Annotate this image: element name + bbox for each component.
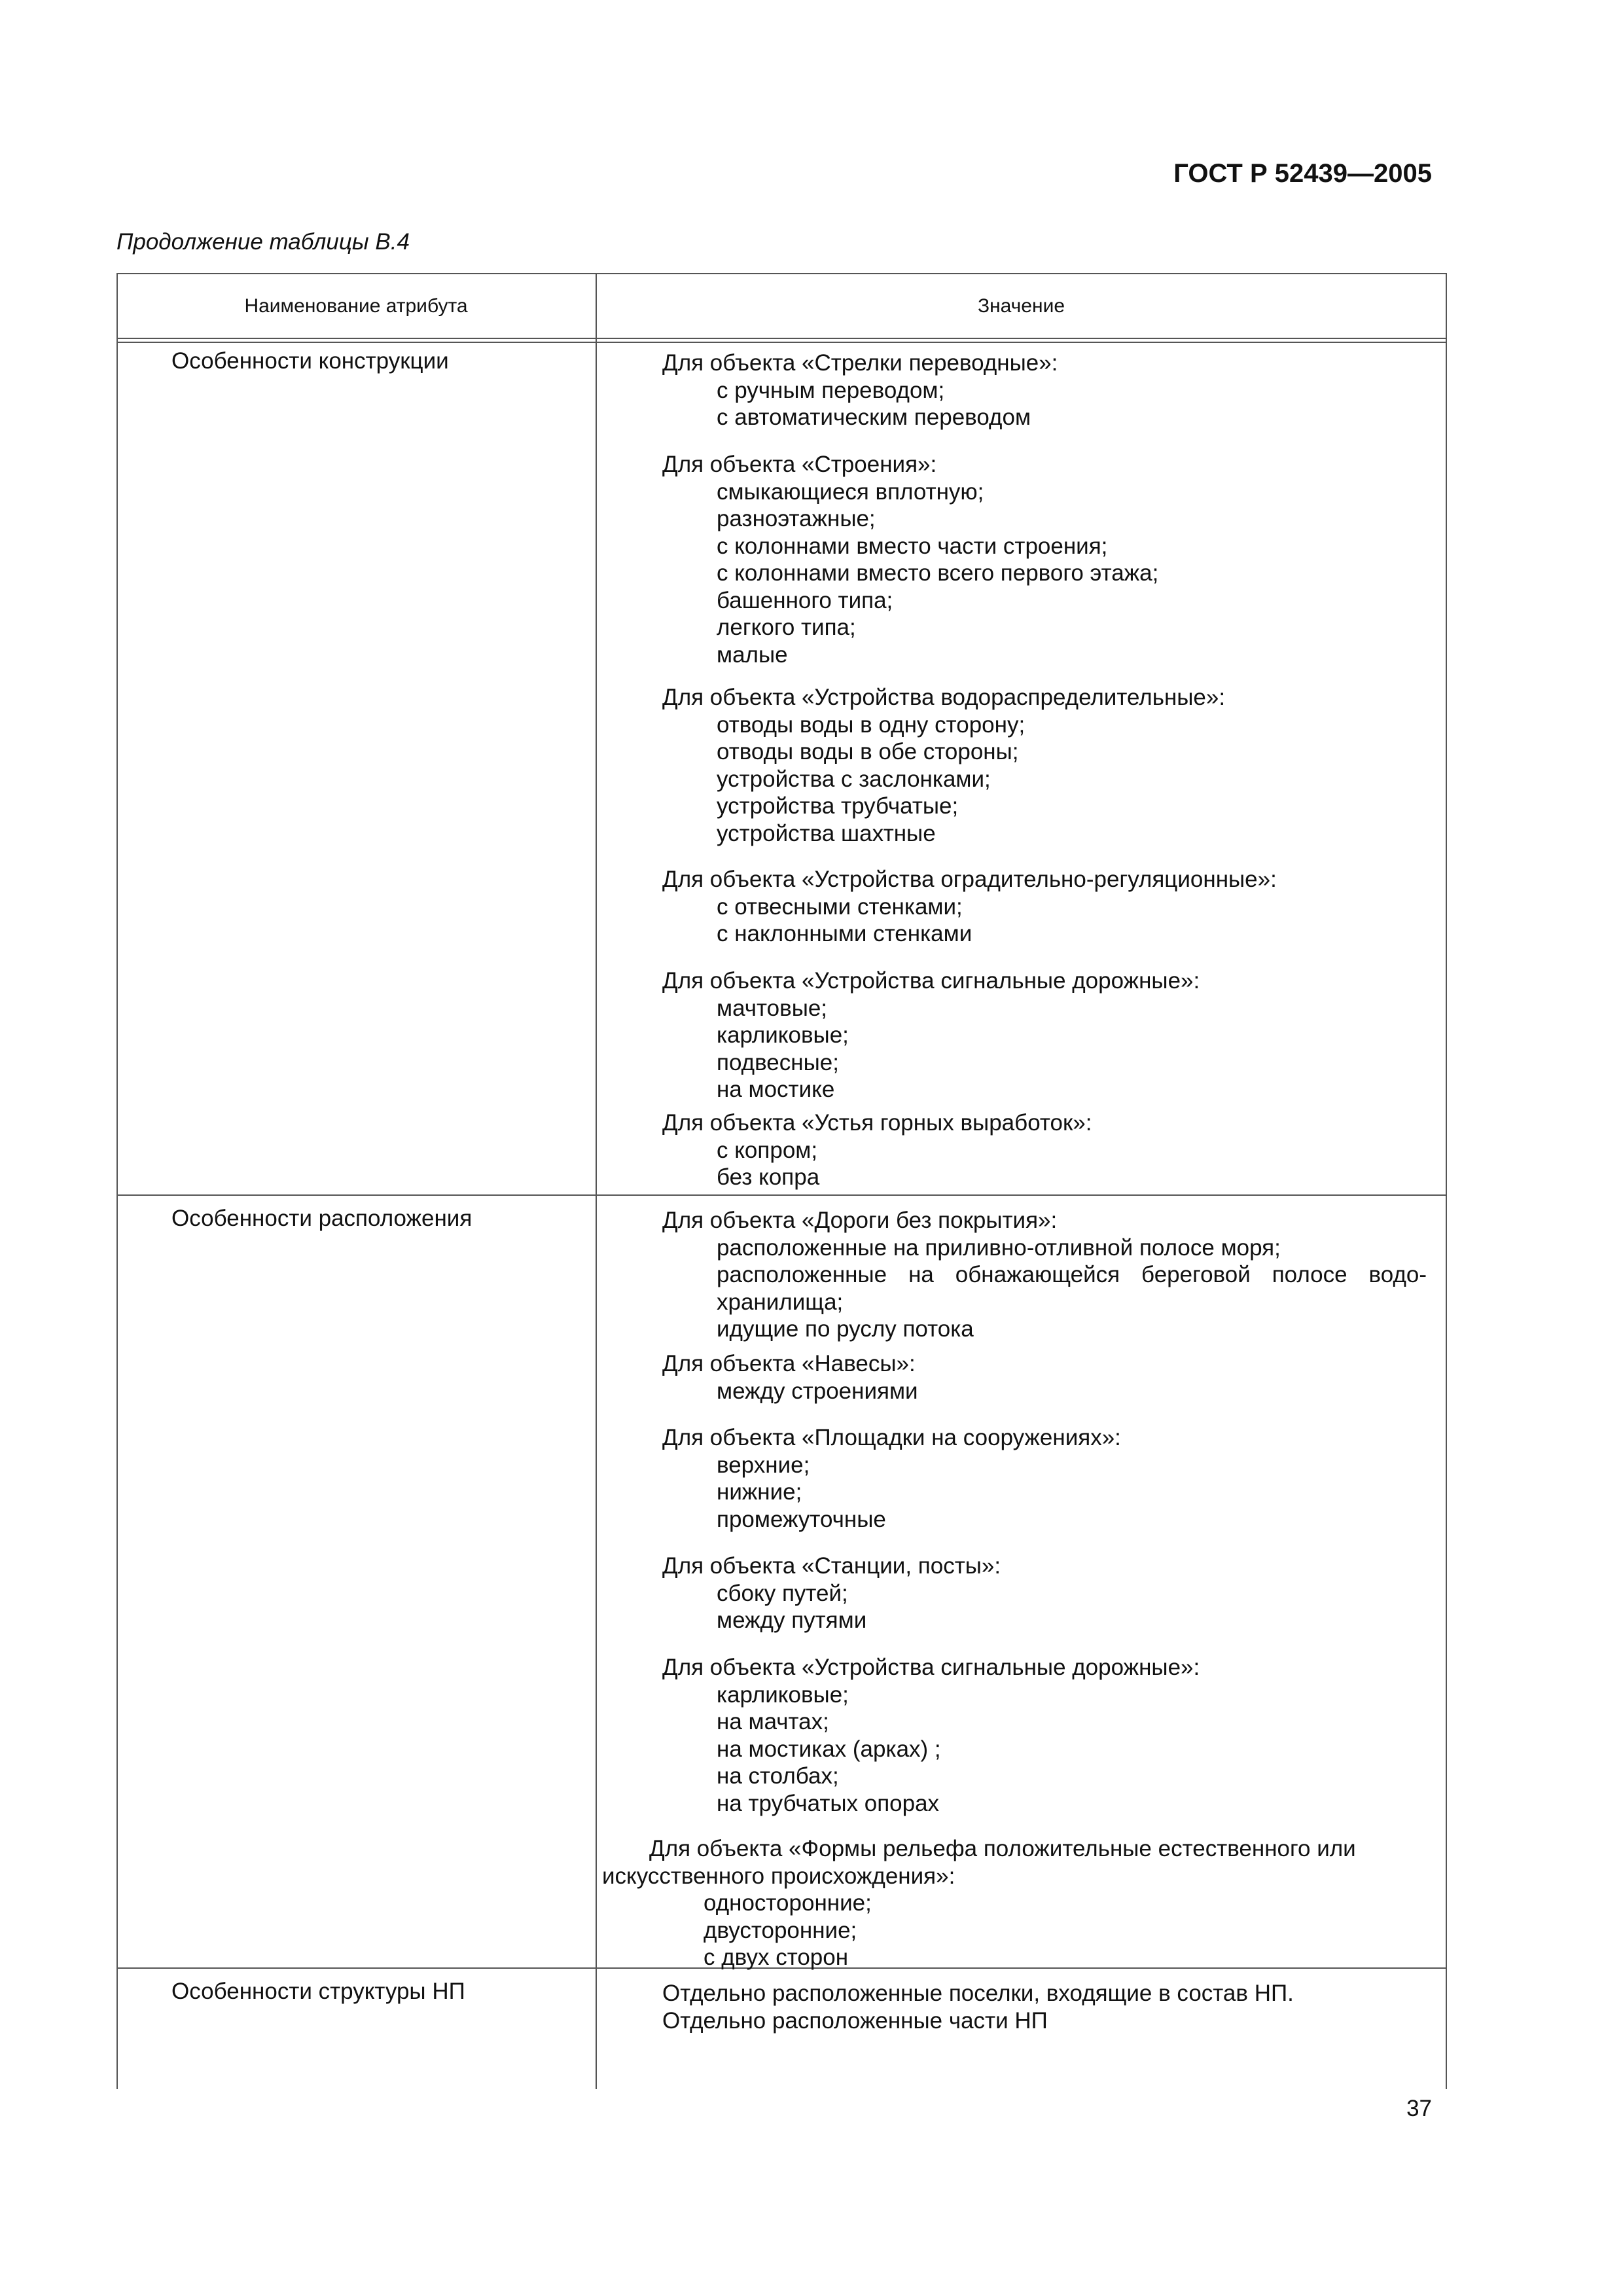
value-item: устройства шахтные: [717, 820, 936, 846]
object-heading: Для объекта «Устройства водораспределительные»:: [662, 685, 1226, 710]
object-group: [615, 350, 1427, 431]
value-item: хранилища;: [717, 1289, 844, 1315]
object-heading: Для объекта «Станции, посты»:: [662, 1553, 1001, 1579]
attribute-construction-features: Особенности конструкции: [171, 348, 449, 374]
object-heading: Для объекта «Устройства оградительно-регуляционные»:: [662, 867, 1277, 892]
object-heading: Для объекта «Устройства сигнальные дорожные»:: [662, 1655, 1200, 1680]
attribute-location-features: Особенности расположения: [171, 1206, 473, 1231]
value-item: устройства с заслонками;: [717, 766, 991, 792]
value-item: с ручным переводом;: [717, 377, 945, 403]
object-group: [615, 684, 1427, 847]
object-heading: Для объекта «Формы рельефа положительные естественного или искусственного происхождения»:: [602, 1836, 1356, 1889]
value-item: сбоку путей;: [717, 1580, 848, 1606]
attribute-settlement-structure: Особенности структуры НП: [171, 1979, 465, 2004]
value-item: с отвесными стенками;: [717, 893, 963, 920]
value-item: на мостике: [717, 1077, 835, 1102]
value-item: легкого типа;: [717, 615, 856, 640]
value-item: идущие по руслу потока: [717, 1316, 974, 1342]
value-item: нижние;: [717, 1479, 802, 1505]
object-group: [615, 1350, 1427, 1405]
object-group: [615, 1654, 1427, 1817]
value-item: устройства трубчатые;: [717, 793, 959, 819]
table-continuation-caption: Продолжение таблицы В.4: [116, 229, 410, 255]
value-item: с наклонными стенками: [717, 921, 972, 946]
value-cell-construction: [597, 273, 1446, 1194]
object-group: [615, 967, 1427, 1103]
value-item: с автоматическим переводом: [717, 404, 1031, 430]
value-item: разноэтажные;: [717, 506, 876, 531]
attribute-table: [116, 273, 1447, 2089]
value-item: на мостиках (арках) ;: [717, 1736, 941, 1762]
object-group: [602, 1835, 1414, 1971]
object-group: [615, 866, 1427, 948]
value-item: карликовые;: [717, 1022, 849, 1048]
value-item: малые: [717, 641, 788, 668]
value-item: односторонние;: [704, 1890, 872, 1916]
page-number: 37: [1406, 2096, 1432, 2121]
object-heading: Для объекта «Устройства сигнальные дорожные»:: [662, 968, 1200, 994]
value-cell-settlement: [597, 1969, 1446, 2089]
value-item: мачтовые;: [717, 995, 828, 1021]
object-group: [615, 1207, 1427, 1343]
object-group: [615, 451, 1427, 668]
value-item: на трубчатых опорах: [717, 1790, 940, 1816]
table-border-left: [116, 273, 118, 2089]
value-item: смыкающиеся вплотную;: [717, 478, 984, 505]
value-item: верхние;: [717, 1452, 810, 1478]
value-item: с двух сторон: [704, 1945, 849, 1970]
column-header-value: Значение: [977, 295, 1065, 317]
value-item: между путями: [717, 1607, 867, 1633]
object-heading: Для объекта «Устья горных выработок»:: [662, 1110, 1092, 1136]
object-group: [615, 1552, 1427, 1634]
value-cell-location: [597, 1196, 1446, 1970]
object-group: [615, 1109, 1427, 1191]
value-item: карликовые;: [717, 1681, 849, 1708]
value-item: без копра: [717, 1164, 820, 1190]
column-header-attribute-name: Наименование атрибута: [244, 295, 468, 317]
object-heading: Для объекта «Навесы»:: [662, 1351, 916, 1376]
object-heading: Для объекта «Стрелки переводные»:: [662, 350, 1058, 376]
value-item: двусторонние;: [704, 1917, 857, 1943]
value-item: расположенные на обнажающейся береговой полосе водо-: [717, 1262, 1427, 1287]
standard-code: ГОСТ Р 52439—2005: [1173, 159, 1432, 188]
value-item: с колоннами вместо части строения;: [717, 533, 1108, 559]
value-item: между строениями: [717, 1378, 918, 1404]
value-item: на столбах;: [717, 1763, 839, 1789]
object-group: [615, 1424, 1427, 1533]
value-item: отводы воды в одну сторону;: [717, 711, 1026, 738]
value-item: отводы воды в обе стороны;: [717, 739, 1019, 764]
value-item: расположенные на приливно-отливной полосе моря;: [717, 1234, 1281, 1261]
value-line: Отдельно расположенные поселки, входящие в состав НП.: [662, 1981, 1294, 2006]
value-line: Отдельно расположенные части НП: [662, 2007, 1048, 2034]
object-heading: Для объекта «Дороги без покрытия»:: [662, 1208, 1058, 1233]
value-item: с копром;: [717, 1137, 818, 1163]
value-item: промежуточные: [717, 1506, 886, 1532]
value-item: подвесные;: [717, 1049, 839, 1075]
table-border-right: [1446, 273, 1447, 2089]
object-heading: Для объекта «Площадки на сооружениях»:: [662, 1425, 1121, 1450]
object-group: [615, 1980, 1427, 2034]
object-heading: Для объекта «Строения»:: [662, 452, 937, 477]
value-item: башенного типа;: [717, 587, 893, 613]
value-item: на мачтах;: [717, 1709, 829, 1734]
value-item: с колоннами вместо всего первого этажа;: [717, 560, 1159, 586]
